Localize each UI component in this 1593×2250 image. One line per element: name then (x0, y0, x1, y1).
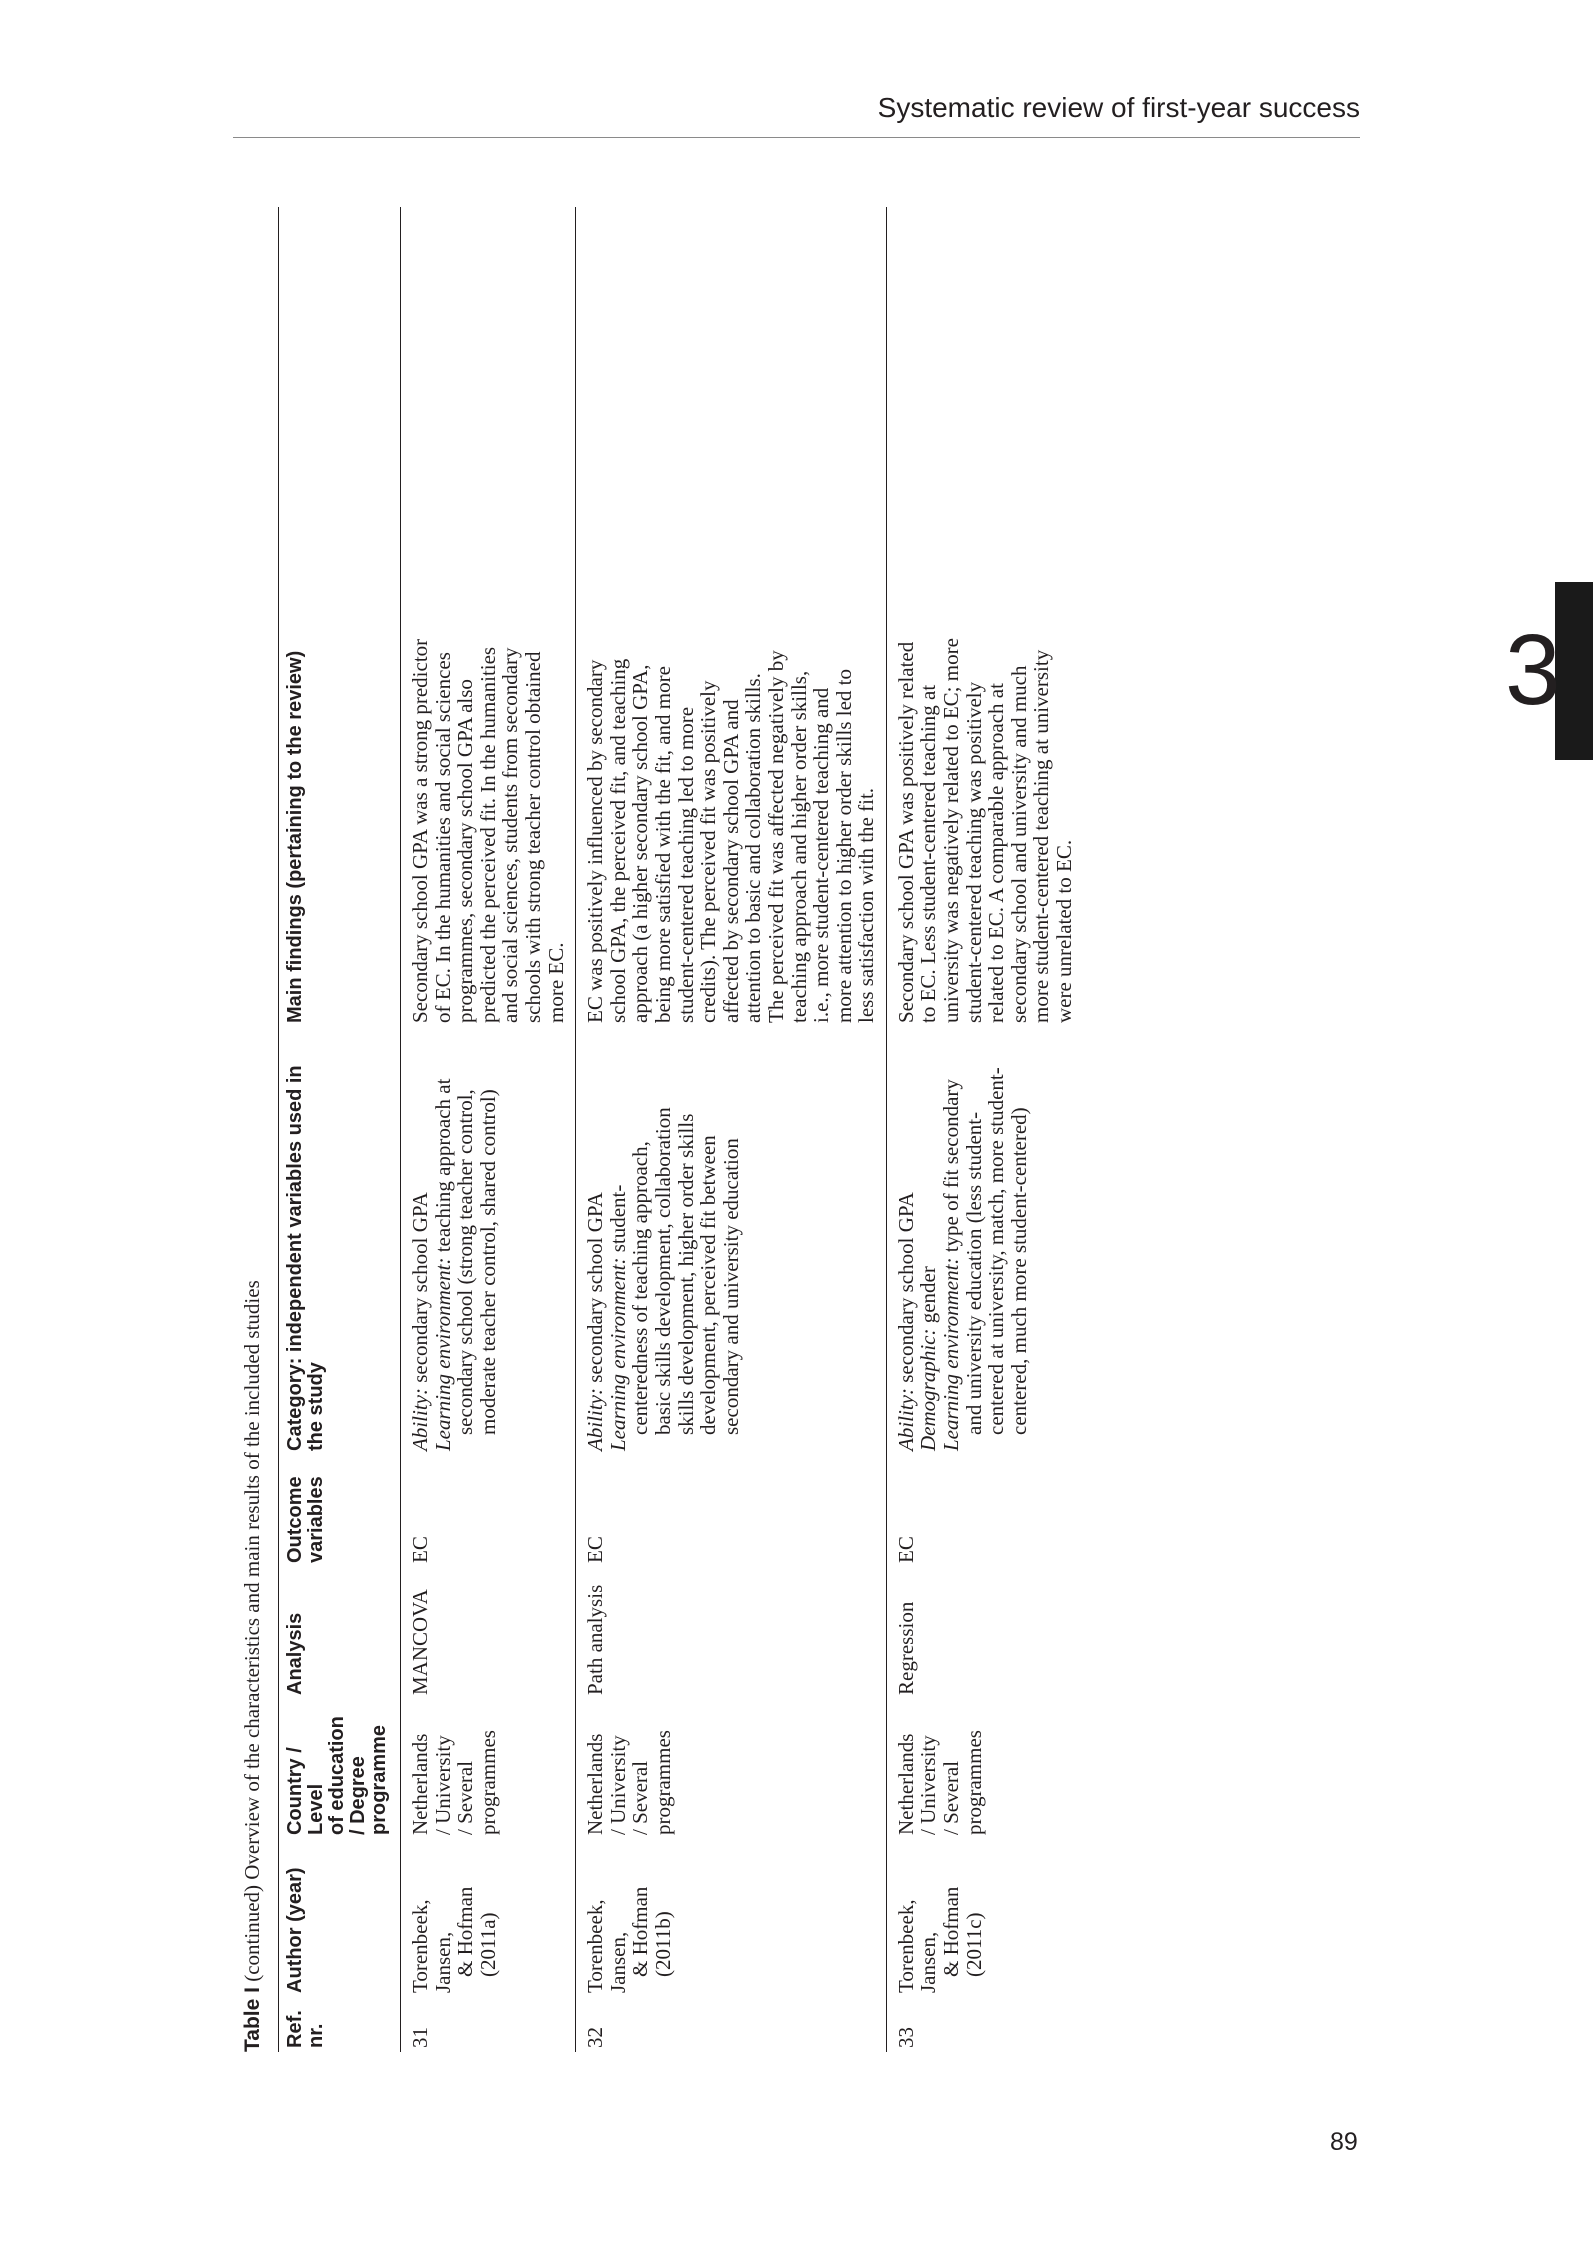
rotated-table-block (238, 207, 1258, 2052)
header-country: Country / Level of education / Degree programme (279, 1699, 401, 1839)
header-author: Author (year) (279, 1839, 401, 1997)
studies-table (278, 207, 1084, 2052)
table-label: Table I (241, 1987, 264, 2052)
findings-cell: Secondary school GPA was positively related to EC. Less student-centered teaching at university was negatively related to EC; more student-centered teaching was positively related to EC. A comparable approach at secondary school and university and much more student-centered teaching at university were unrelated to EC. (886, 207, 1083, 1027)
analysis-cell: Path analysis (576, 1567, 887, 1699)
author-cell: Torenbeek, Jansen, & Hofman (2011a) (408, 1886, 500, 1993)
country-cell: Netherlands / University / Several programmes (886, 1699, 1083, 1839)
running-header: Systematic review of first-year success (877, 92, 1360, 123)
author-cell: Torenbeek, Jansen, & Hofman (2011c) (886, 1839, 1083, 1997)
category-cell: Ability: secondary school GPA Learning environment: teaching approach at secondary school (strong teacher control, moderate teacher control, shared control) (408, 1078, 500, 1451)
author-cell: Torenbeek, Jansen, & Hofman (2011b) (576, 1839, 887, 1997)
header-findings: Main findings (pertaining to the review) (279, 207, 401, 1027)
country-cell: Netherlands / University / Several programmes (576, 1699, 887, 1839)
header-rule (233, 137, 1360, 138)
findings-cell: Secondary school GPA was a strong predictor of EC. In the humanities and social sciences programmes, secondary school GPA also predicted the perceived fit. In the humanities and social sciences, students from secondary schools with strong teacher control obtained more EC. (408, 638, 568, 1023)
ref-cell: 33 (886, 1997, 1083, 2052)
header-ref: Ref. nr. (279, 1997, 401, 2052)
table-caption (238, 207, 278, 2052)
header-analysis: Analysis (279, 1567, 401, 1699)
outcome-cell: EC (576, 1455, 887, 1567)
table-row (401, 207, 576, 2052)
chapter-number: 3 (1505, 614, 1561, 726)
findings-cell: EC was positively influenced by secondary school GPA, the perceived fit, and teaching approach (a higher secondary school GPA, being more satisfied with the fit, and more student-centered teaching led to more credits). The perceived fit was positively affected by secondary school GPA and attention to basic and collaboration skills. The perceived fit was affected negatively by teaching approach and higher order skills, i.e., more student-centered teaching and more attention to higher order skills led to less satisfaction with the fit. (576, 207, 887, 1027)
outcome-cell: EC (886, 1455, 1083, 1567)
ref-cell: 32 (576, 1997, 887, 2052)
header-row (279, 207, 401, 2052)
page-number: 89 (1330, 2128, 1358, 2156)
chapter-tab (1555, 582, 1593, 760)
analysis-cell: Regression (886, 1567, 1083, 1699)
category-cell: Ability: secondary school GPA Demographic: gender Learning environment: type of fit secondary and university education (less student- centered at university, match, more student- centered, much more student-centered) (886, 1027, 1083, 1455)
analysis-cell: MANCOVA (408, 1589, 432, 1695)
header-category: Category: independent variables used in the study (279, 1027, 401, 1455)
outcome-cell: EC (408, 1536, 432, 1563)
country-cell: Netherlands / University / Several programmes (408, 1730, 500, 1835)
ref-cell: 31 (408, 2027, 432, 2048)
header-outcome: Outcome variables (279, 1455, 401, 1567)
table-row (576, 207, 887, 2052)
caption-text: (continued) Overview of the characteristics and main results of the included studies (240, 1280, 264, 1988)
category-cell: Ability: secondary school GPA Learning environment: student- centeredness of teaching approach, basic skills development, collaboration skills development, higher order skills development, perceived fit between secondary and university education (576, 1027, 887, 1455)
table-row (886, 207, 1083, 2052)
